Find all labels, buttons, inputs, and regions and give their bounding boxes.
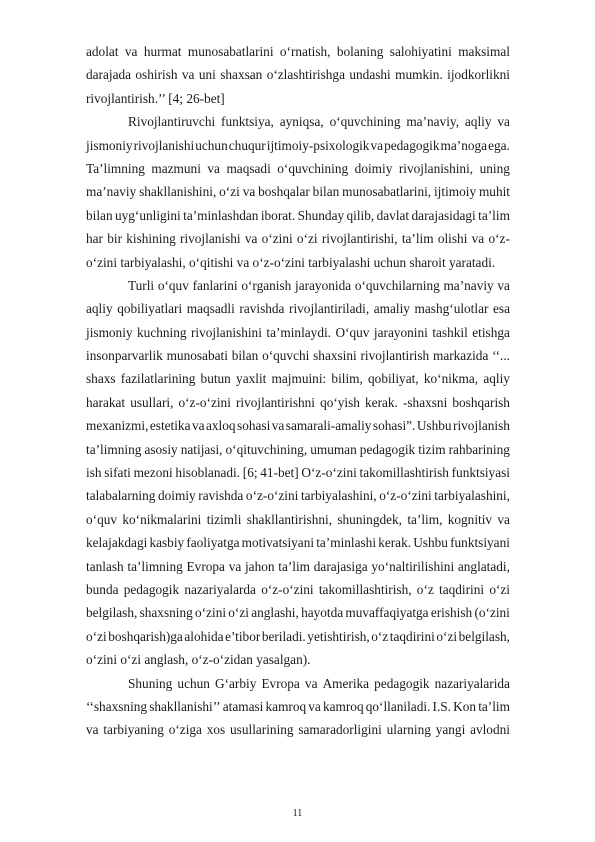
word: natijasi, (180, 441, 223, 457)
word: [6; (242, 465, 258, 481)
word: boshqarish (452, 394, 510, 410)
word: I.S. (432, 698, 451, 714)
word: qobiliyat, (368, 371, 419, 387)
word: -shaxsni (402, 394, 448, 410)
word: o‘z-o‘zini (245, 488, 299, 504)
text-line (86, 555, 510, 578)
word: kasbiy (149, 535, 185, 551)
word: chuqur (228, 137, 266, 153)
word: uyg‘unligini (114, 207, 181, 223)
word: sifati (104, 465, 131, 481)
word: jarayonida (295, 277, 352, 293)
word: erishish (430, 605, 473, 621)
word: etishga (472, 324, 510, 340)
word: fanlarini (192, 277, 238, 293)
word: rivojlantirishni (235, 394, 315, 410)
word: esa (493, 301, 510, 317)
word: kuchning (137, 324, 187, 340)
word: jismoniy (86, 137, 133, 153)
word: Ushbu (416, 418, 452, 434)
word: (o‘zini (474, 605, 510, 621)
word: doimiy (158, 488, 196, 504)
word: yaxlit (236, 371, 267, 387)
word: ijodkorlikni (447, 67, 510, 83)
word: ma’naviy (443, 277, 494, 293)
word: aqliy (464, 114, 492, 130)
word: rahbarining (448, 441, 510, 457)
word: rivojlanish (453, 418, 510, 434)
word: o‘zi (86, 628, 107, 644)
word: o‘rnatish, (279, 44, 331, 59)
word: ko‘nikmalarini (122, 511, 202, 527)
word: ravishda (198, 488, 244, 504)
text-line (86, 297, 510, 320)
word: Ushbu (413, 535, 448, 551)
word: pedagogik (374, 675, 430, 691)
text-line (86, 367, 510, 390)
word: bilan (312, 184, 340, 200)
word: o‘quvchining (329, 114, 401, 130)
text-line (86, 40, 510, 63)
word: ta’minlashdan (183, 207, 259, 223)
word: xos (206, 722, 226, 738)
word: qo‘llaniladi. (365, 698, 431, 714)
word: G‘arbiy (215, 675, 257, 691)
word: O‘z-o‘zini (301, 465, 357, 481)
word: kamroq (322, 698, 364, 714)
word: shaxsan (220, 67, 263, 83)
word: oshirish (135, 67, 178, 83)
word: bilan (86, 207, 113, 223)
word: shaxs (86, 371, 116, 387)
word: va (86, 722, 99, 738)
word: o‘quv (86, 511, 118, 527)
word: belgilash, (458, 628, 510, 644)
word: o‘z- (488, 231, 510, 247)
text-line (86, 110, 510, 133)
word: faoliyatga (186, 535, 240, 551)
word: ‘‘shaxsning (86, 698, 148, 714)
word: va (124, 44, 138, 59)
word: beriladi. (261, 628, 306, 644)
word: o‘zini (195, 605, 227, 621)
word: tarbiyalashini, (434, 488, 510, 504)
word: ish (86, 465, 102, 481)
text-line (86, 508, 510, 531)
word: ta’lim (278, 558, 311, 574)
text-line (86, 204, 510, 227)
word: adolat (86, 44, 119, 59)
text-line (86, 391, 510, 414)
word: aqliy (483, 371, 510, 387)
word: harakat (86, 394, 126, 410)
text-line (86, 180, 510, 203)
word: yetishtirish, (307, 628, 370, 644)
word: ijtimoiy (433, 184, 477, 200)
word: Shunday (297, 207, 345, 223)
word: ta’lim (478, 207, 510, 223)
word: olishi (437, 231, 468, 247)
text-line (86, 157, 510, 180)
word: bilan (231, 348, 259, 364)
word: qobiliyatlari (117, 301, 183, 317)
text-line (86, 601, 510, 624)
word: taqdirini (439, 581, 485, 597)
word: asosiy (144, 441, 178, 457)
word: uchun (177, 675, 210, 691)
word: davlat (376, 207, 410, 223)
word: 41-bet] (260, 465, 299, 481)
word: ta’minlashi (316, 535, 377, 551)
word: samarali-amaliy (285, 418, 372, 434)
word: tarbiyalashini, (300, 488, 377, 504)
word: qo‘yish (320, 394, 360, 410)
word: belgilash, (86, 605, 138, 621)
word: uchun (195, 137, 228, 153)
word: va (271, 418, 285, 434)
text-line (86, 274, 510, 297)
word: va (244, 231, 258, 247)
word: usullarining (230, 722, 294, 738)
word: amaliy (373, 301, 410, 317)
word: ta’limning (86, 441, 142, 457)
word: munosabatlarini (187, 44, 274, 59)
word: ayniqsa, (279, 114, 324, 130)
word: va (370, 137, 384, 153)
text-line (86, 718, 510, 741)
word: sohasi”. (372, 418, 416, 434)
word: va (207, 160, 220, 176)
word: markazida (432, 348, 489, 364)
word: rivojlantirish (360, 348, 430, 364)
word: rivojlanishi (180, 231, 241, 247)
word: o‘rganish (241, 277, 292, 293)
word: fazilatlarining (120, 371, 196, 387)
word: ta’lim (478, 698, 510, 714)
word: kishining (126, 231, 176, 247)
word: maqsadli (186, 301, 235, 317)
text-line (86, 134, 510, 157)
word: o‘zlashtirishga (266, 67, 345, 83)
word: va (228, 558, 242, 574)
word: ma’naviy (86, 184, 137, 200)
word: Turli (128, 277, 155, 293)
word: kerak. (378, 535, 412, 551)
word: maksimal (458, 44, 510, 59)
text-line (86, 531, 510, 554)
word: ma’naviy, (406, 114, 460, 130)
word: o‘ziga (168, 722, 202, 738)
word: jarayonini (373, 324, 428, 340)
word: o‘z-o‘zini (178, 394, 231, 410)
word: anglashi, (251, 605, 299, 621)
word: butun (200, 371, 231, 387)
word: o‘z (416, 581, 434, 597)
word: ravishda (239, 301, 285, 317)
word: munosabati (166, 348, 228, 364)
word: takomillashtirish (359, 465, 449, 481)
word: ijtimoiy-psixologik (266, 137, 370, 153)
word: va (308, 698, 321, 714)
word: pedagogik (123, 581, 180, 597)
word: kognitiv (447, 511, 493, 527)
word: nazariyalarida (434, 675, 510, 691)
word: maqsadi (226, 160, 271, 176)
word: O‘quv (335, 324, 370, 340)
word: o‘z-o‘zini (261, 581, 314, 597)
word: ularning (386, 722, 431, 738)
word: ega. (488, 137, 510, 153)
word: Ta’limning (86, 160, 145, 176)
text-line (86, 672, 510, 695)
text-line (86, 695, 510, 718)
word: tarbiyaning (103, 722, 164, 738)
word: Amerika (322, 675, 370, 691)
word: rivojlantirishi, (321, 231, 398, 247)
word: takomillashtirish, (318, 581, 412, 597)
word: majmuini: (271, 371, 327, 387)
word: hayotda (301, 605, 344, 621)
word: pedagogik (384, 137, 440, 153)
text-line (86, 578, 510, 601)
word: atamasi (222, 698, 264, 714)
word: darajasidagi (411, 207, 476, 223)
word: bilim, (331, 371, 363, 387)
word: funktsiyasi (451, 465, 510, 481)
word: anglatadi, (457, 558, 510, 574)
word: muvaffaqiyatga (345, 605, 429, 621)
word: iborat. (260, 207, 296, 223)
text-line (86, 484, 510, 507)
word: jismoniy (86, 324, 133, 340)
word: samaradorligini (298, 722, 382, 738)
word: ta’limning (127, 558, 183, 574)
word: e’tibor (225, 628, 261, 644)
word: va (471, 231, 485, 247)
word: ta’lim (401, 231, 434, 247)
word: funktsiyani (450, 535, 510, 551)
word: aqliy (86, 301, 113, 317)
word: Shuning (128, 675, 173, 691)
word: o‘z (371, 628, 389, 644)
word: ko‘nikma, (423, 371, 479, 387)
word: mumkin. (395, 67, 443, 83)
word: mazmuni (151, 160, 201, 176)
word: Evropa (186, 558, 225, 574)
word: muhit (478, 184, 510, 200)
word: o‘zi (296, 231, 318, 247)
word: shaxsini (313, 348, 357, 364)
word: kelajakdagi (86, 535, 148, 551)
word: o‘quvchining (277, 160, 349, 176)
word: yo‘naltirilishini (371, 558, 455, 574)
word: bir (107, 231, 123, 247)
text-line (86, 438, 510, 461)
word: o‘zi (228, 605, 249, 621)
word: va (242, 184, 256, 200)
word: ma’noga (440, 137, 488, 153)
word: boshqarish)ga (108, 628, 183, 644)
word: Kon (453, 698, 477, 714)
word: darajasiga (313, 558, 368, 574)
word: pedagogik (359, 441, 416, 457)
word: tizimli (206, 511, 242, 527)
word: sohasi (237, 418, 271, 434)
word: salohiyatini (389, 44, 452, 59)
text-line (86, 344, 510, 367)
word: hisoblanadi. (175, 465, 241, 481)
page-number: 11 (292, 808, 303, 819)
word: munosabatlarini, (342, 184, 432, 200)
word: bunda (86, 581, 119, 597)
word: o‘zi (436, 628, 458, 644)
word: va (304, 675, 318, 691)
document-body (86, 40, 510, 742)
text-line (86, 63, 510, 86)
word: mashg‘ulotlar (414, 301, 489, 317)
word: va (181, 67, 195, 83)
word: o‘zini (261, 231, 293, 247)
text-line: rivojlantirish.’’ [4; 26-bet] (86, 90, 225, 106)
word: qilib, (346, 207, 375, 223)
word: mezoni (133, 465, 173, 481)
word: tashkil (432, 324, 468, 340)
word: umuman (310, 441, 357, 457)
word: avlodni (470, 722, 510, 738)
text-line (86, 321, 510, 344)
word: motivatsiyani (241, 535, 315, 551)
word: insonparvarlik (86, 348, 163, 364)
text-line (86, 227, 510, 250)
word: Evropa (261, 675, 300, 691)
word: hurmat (143, 44, 182, 59)
word: o‘quvchilarning (354, 277, 440, 293)
word: o‘qituvchining, (225, 441, 308, 457)
word: nazariyalarda (184, 581, 256, 597)
word: shakllantirishni, (246, 511, 333, 527)
word: shaxsning (139, 605, 193, 621)
word: yangi (435, 722, 466, 738)
word: estetika (149, 418, 191, 434)
word: rivojlanishini, (398, 160, 474, 176)
word: o‘zi (489, 581, 510, 597)
text-line (86, 625, 510, 648)
text-line (86, 461, 510, 484)
word: shuningdek, (337, 511, 402, 527)
word: uning (479, 160, 510, 176)
word: o‘zi (219, 184, 240, 200)
word: shakllanishini, (139, 184, 217, 200)
word: tanlash (86, 558, 124, 574)
word: va (191, 418, 205, 434)
word: taqdirini (389, 628, 435, 644)
word: kerak. (365, 394, 398, 410)
word: har (86, 231, 103, 247)
word: doimiy (354, 160, 393, 176)
word: va (497, 277, 510, 293)
word: va (497, 511, 510, 527)
text-line: o‘zini tarbiyalashi, o‘qitishi va o‘z-o‘zini tarbiyalashi uchun sharoit yaratadi. (86, 254, 496, 270)
word: jahon (244, 558, 275, 574)
word: o‘quv (157, 277, 189, 293)
word: rivojlanishi (133, 137, 195, 153)
word: o‘z-o‘zini (379, 488, 432, 504)
word: Rivojlantiruvchi (128, 114, 216, 130)
word: usullari, (130, 394, 174, 410)
word: ta’lim, (407, 511, 443, 527)
word: undashi (349, 67, 391, 83)
word: uni (198, 67, 216, 83)
word: va (497, 114, 510, 130)
word: funktsiya, (221, 114, 274, 130)
word: kamroq (265, 698, 307, 714)
word: axloq (206, 418, 236, 434)
word: o‘quvchi (262, 348, 310, 364)
word: mexanizmi, (86, 418, 149, 434)
word: alohida (184, 628, 224, 644)
word: bolaning (336, 44, 384, 59)
word: tizim (418, 441, 446, 457)
text-line: o‘zini o‘zi anglash, o‘z-o‘zidan yasalgan). (86, 652, 311, 668)
word: shakllanishi’’ (149, 698, 221, 714)
word: boshqalar (258, 184, 310, 200)
word: darajada (86, 67, 132, 83)
word: ‘‘... (492, 348, 510, 364)
text-line (86, 414, 510, 437)
word: ta’minlaydi. (266, 324, 331, 340)
word: rivojlantiriladi, (289, 301, 370, 317)
word: talabalarning (86, 488, 156, 504)
word: rivojlanishini (190, 324, 262, 340)
